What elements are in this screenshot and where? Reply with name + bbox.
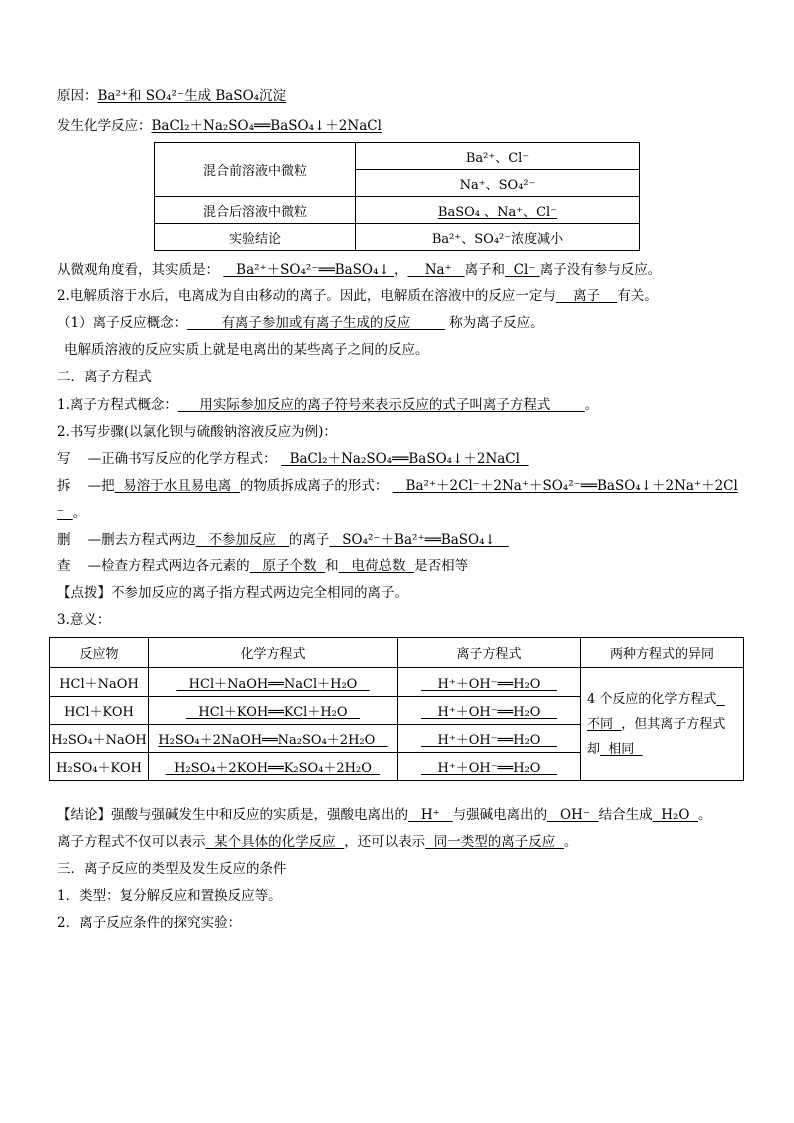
micro-answer-1: Ba²⁺＋SO₄²⁻══BaSO₄↓ xyxy=(236,262,390,278)
ionic-eq-text: H⁺＋OH⁻══H₂O xyxy=(437,761,541,776)
definition-text-1: 1.离子方程式概念： xyxy=(57,397,178,413)
conclusion-text-1: 【结论】强酸与强碱发生中和反应的实质是，强酸电离出的 xyxy=(57,807,408,823)
ionic-eq-text: H⁺＋OH⁻══H₂O xyxy=(437,676,541,692)
para-2-text-2: 有关。 xyxy=(617,288,658,304)
step-delete-blank-1 xyxy=(196,532,289,548)
note-blank-3 xyxy=(600,742,643,757)
ionic-eq-cell xyxy=(398,725,581,753)
micro-text-4: 离子没有参与反应。 xyxy=(539,262,662,278)
section-2-heading: 二．离子方程式 xyxy=(57,369,152,385)
note-blank-2 xyxy=(587,717,621,732)
reactant-cell: HCl＋NaOH xyxy=(50,668,149,697)
chemical-eq-cell xyxy=(149,668,398,697)
ionic-eq-blank xyxy=(421,761,557,776)
conclusion-answer-2: OH⁻ xyxy=(560,807,590,823)
step-split-text-3: 。 xyxy=(72,505,87,521)
table-row xyxy=(50,668,744,697)
step-delete-text-2: 的离子 xyxy=(288,532,330,548)
header-ionic-equation: 离子方程式 xyxy=(398,638,581,668)
micro-answer-2: Na⁺ xyxy=(424,262,452,278)
conclusion-line-2 xyxy=(57,833,577,851)
para-2-text-1: 2.电解质溶于水后，电离成为自由移动的离子。因此，电解质在溶液中的反应一定与 xyxy=(57,288,556,304)
conclusion-blank-3 xyxy=(653,807,698,823)
conclusion2-text-2: ，还可以表示 xyxy=(344,834,426,850)
definition-blank xyxy=(178,397,585,413)
reactant-cell: H₂SO₄＋KOH xyxy=(50,753,149,781)
micro-blank-3 xyxy=(505,262,540,278)
particle-table xyxy=(154,142,640,251)
conclusion2-text-1: 离子方程式不仅可以表示 xyxy=(57,834,206,850)
step-split-blank-1 xyxy=(115,478,240,494)
para-2 xyxy=(57,287,658,305)
step-delete xyxy=(57,531,509,549)
note-answer-2: 相同 xyxy=(608,741,635,757)
chemical-eq-cell xyxy=(149,725,398,753)
step-write-blank xyxy=(281,451,529,467)
step-split xyxy=(57,477,738,495)
equation-table xyxy=(49,637,744,781)
reason-label: 原因： xyxy=(57,88,98,104)
conclusion2-answer-1: 某个具体的化学反应 xyxy=(214,834,336,850)
step-check-text-2: 和 xyxy=(325,558,339,574)
before-value-1: Ba²⁺、Cl⁻ xyxy=(356,143,640,170)
conclusion-text-2: 与强碱电离出的 xyxy=(452,807,548,823)
conclusion2-answer-2: 同一类型的离子反应 xyxy=(433,834,556,850)
ionic-eq-cell xyxy=(398,697,581,725)
step-split-answer-1: 易溶于水且易电离 xyxy=(123,478,232,494)
para-4: 电解质溶液的反应实质上就是电离出的某些离子之间的反应。 xyxy=(64,342,429,358)
chemical-eq-blank xyxy=(158,733,387,748)
after-value-text: BaSO₄ 、Na⁺、Cl⁻ xyxy=(437,204,558,220)
chemical-eq-text: H₂SO₄＋2NaOH══Na₂SO₄＋2H₂O xyxy=(158,733,376,748)
header-reactant: 反应物 xyxy=(50,638,149,668)
definition-answer: 用实际参加反应的离子符号来表示反应的式子叫离子方程式 xyxy=(199,397,551,413)
definition-text-2: 。 xyxy=(584,397,599,413)
step-delete-blank-2 xyxy=(329,532,508,548)
step-split-blank-2 xyxy=(393,478,738,494)
header-chemical-equation: 化学方程式 xyxy=(149,638,398,668)
steps-title: 2.书写步骤(以氯化钡与硫酸钠溶液反应为例)： xyxy=(57,424,337,440)
note-text-1: 4 个反应的化学方程式 xyxy=(587,691,717,707)
conclusion-answer-3: H₂O xyxy=(661,807,690,823)
step-delete-text-1: —删去方程式两边 xyxy=(87,532,196,548)
step-split-cont-text: ⁻ xyxy=(57,505,65,521)
conclusion-blank-2 xyxy=(547,807,598,823)
ionic-eq-cell xyxy=(398,753,581,781)
chemical-eq-text: HCl＋KOH══KCl＋H₂O xyxy=(198,705,348,720)
step-delete-answer-2: SO₄²⁻＋Ba²⁺══BaSO₄↓ xyxy=(342,532,496,548)
para-3-answer: 有离子参加或有离子生成的反应 xyxy=(221,315,411,331)
note-blank-1 xyxy=(716,692,724,707)
chemical-eq-cell xyxy=(149,753,398,781)
ionic-eq-text: H⁺＋OH⁻══H₂O xyxy=(437,705,541,720)
comparison-note xyxy=(581,668,744,781)
ionic-eq-blank xyxy=(421,705,557,720)
step-check-answer-1: 原子个数 xyxy=(262,558,317,574)
reaction-equation: BaCl₂＋Na₂SO₄══BaSO₄↓＋2NaCl xyxy=(151,118,382,134)
before-label: 混合前溶液中微粒 xyxy=(155,143,356,197)
step-write-key: 写 xyxy=(57,451,71,467)
section-3-heading: 三．离子反应的类型及发生反应的条件 xyxy=(57,861,287,877)
step-check xyxy=(57,557,468,575)
chemical-eq-cell xyxy=(149,697,398,725)
micro-text-3: 离子和 xyxy=(464,262,506,278)
step-delete-answer-1: 不参加反应 xyxy=(208,532,277,548)
tip-line: 【点拨】不参加反应的离子指方程式两边完全相同的离子。 xyxy=(57,585,408,601)
para-2-blank xyxy=(556,288,617,304)
reason-line xyxy=(57,87,286,105)
reactant-cell: HCl＋KOH xyxy=(50,697,149,725)
after-label: 混合后溶液中微粒 xyxy=(155,197,356,224)
chemical-eq-text: HCl＋NaOH══NaCl＋H₂O xyxy=(188,676,358,692)
conclusion-answer-1: H⁺ xyxy=(420,807,440,823)
step-split-text-2: 的物质拆成离子的形式： xyxy=(239,478,389,494)
conclusion2-blank-1 xyxy=(206,834,345,850)
step-check-answer-2: 电荷总数 xyxy=(351,558,406,574)
micro-answer-3: Cl⁻ xyxy=(513,262,536,278)
before-value-2: Na⁺、SO₄²⁻ xyxy=(356,170,640,197)
para-3 xyxy=(57,314,544,332)
ionic-eq-text: H⁺＋OH⁻══H₂O xyxy=(437,733,541,748)
note-answer-1: 不同 xyxy=(587,716,614,732)
definition-line xyxy=(57,396,598,414)
step-write-text: —正确书写反应的化学方程式： xyxy=(87,451,277,467)
step-check-text-3: 是否相等 xyxy=(414,558,469,574)
step-write xyxy=(57,450,529,468)
step-check-text-1: —检查方程式两边各元素的 xyxy=(87,558,250,574)
step-check-blank-2 xyxy=(339,558,414,574)
conclusion-blank-1 xyxy=(408,807,453,823)
meaning-heading: 3.意义： xyxy=(57,612,111,628)
step-write-answer: BaCl₂＋Na₂SO₄══BaSO₄↓＋2NaCl xyxy=(289,451,520,467)
reaction-line xyxy=(57,117,382,135)
step-split-answer-2: Ba²⁺＋2Cl⁻＋2Na⁺＋SO₄²⁻══BaSO₄↓＋2Na⁺＋2Cl xyxy=(405,478,738,494)
note-text-2: ，但其离子方程式 xyxy=(621,716,726,732)
ionic-eq-cell xyxy=(398,668,581,697)
micro-text-1: 从微观角度看，其实质是： xyxy=(57,262,219,278)
chemical-eq-blank xyxy=(176,677,369,692)
micro-blank-1 xyxy=(223,262,394,278)
step-split-text-1: —把 xyxy=(87,478,115,494)
reaction-label: 发生化学反应： xyxy=(57,118,152,134)
step-check-key: 查 xyxy=(57,558,71,574)
conclusion2-blank-2 xyxy=(425,834,564,850)
para-3-text-1: （1）离子反应概念： xyxy=(57,315,188,331)
reactant-cell: H₂SO₄＋NaOH xyxy=(50,725,149,753)
type-line: 1．类型：复分解反应和置换反应等。 xyxy=(57,888,282,904)
experiment-line: 2．离子反应条件的探究实验： xyxy=(57,915,242,931)
chemical-eq-blank xyxy=(166,761,380,776)
conclusion-value: Ba²⁺、SO₄²⁻浓度减小 xyxy=(356,224,640,251)
ionic-eq-blank xyxy=(421,733,557,748)
step-check-blank-1 xyxy=(250,558,325,574)
step-split-blank-cont xyxy=(57,505,73,521)
para-3-blank xyxy=(187,315,445,331)
header-comparison: 两种方程式的异同 xyxy=(581,638,744,668)
conclusion2-text-3: 。 xyxy=(563,834,578,850)
step-split-continuation xyxy=(57,504,86,522)
micro-text-2: ， xyxy=(394,262,408,278)
after-value xyxy=(356,197,640,224)
conclusion-line xyxy=(57,806,712,824)
conclusion-text-3: 结合生成 xyxy=(598,807,653,823)
conclusion-text-4: 。 xyxy=(698,807,712,823)
step-split-key: 拆 xyxy=(57,478,71,494)
chemical-eq-blank xyxy=(186,705,360,720)
para-2-answer: 离子 xyxy=(573,288,601,304)
conclusion-label: 实验结论 xyxy=(155,224,356,251)
note-text-3: 却 xyxy=(587,741,601,757)
ionic-eq-blank xyxy=(421,677,557,692)
reason-text: Ba²⁺和 SO₄²⁻生成 BaSO₄沉淀 xyxy=(97,88,287,104)
para-3-text-2: 称为离子反应。 xyxy=(449,315,544,331)
micro-line xyxy=(57,261,661,279)
micro-blank-2 xyxy=(408,262,465,278)
chemical-eq-text: H₂SO₄＋2KOH══K₂SO₄＋2H₂O xyxy=(174,761,372,776)
step-delete-key: 删 xyxy=(57,532,71,548)
